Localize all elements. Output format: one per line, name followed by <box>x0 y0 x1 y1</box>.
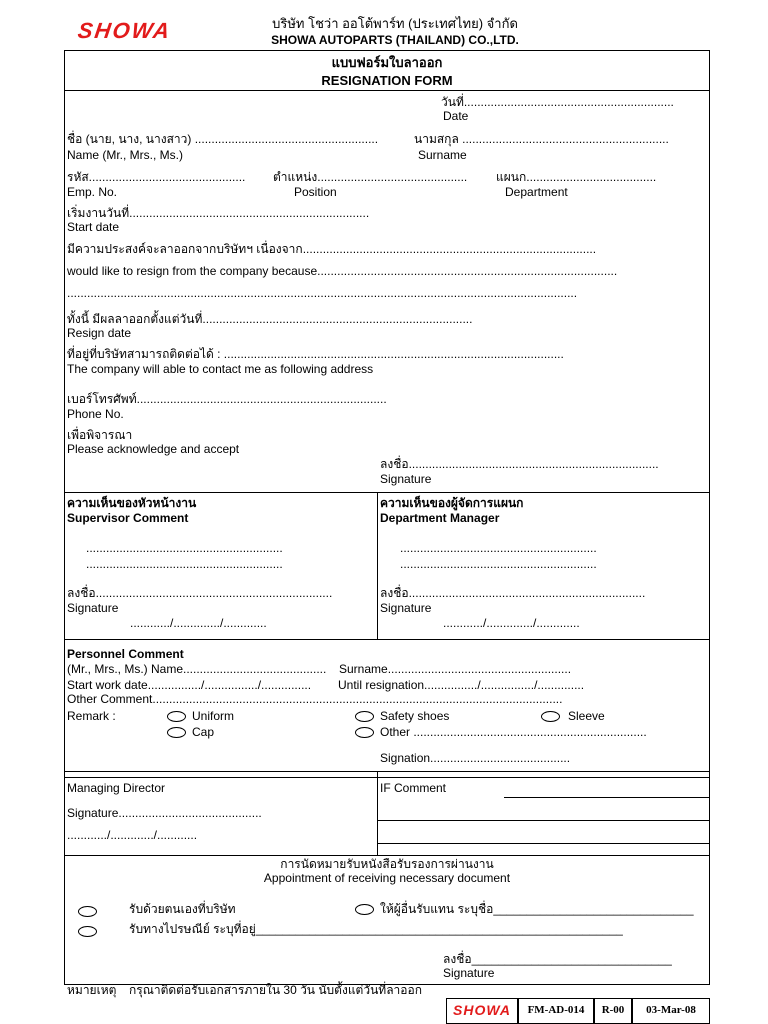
date-label: Date <box>443 109 469 123</box>
supervisor-title-en: Supervisor Comment <box>67 511 189 525</box>
appointment-title-en: Appointment of receiving necessary document <box>263 871 511 885</box>
company-name-en: SHOWA AUTOPARTS (THAILAND) CO.,LTD. <box>271 33 519 47</box>
surname-label: Surname <box>418 148 467 162</box>
note-text: กรุณาติดต่อรับเอกสารภายใน 30 วัน นับตั้งแต่วันที่ลาออก <box>129 983 422 997</box>
manager-comment-line2[interactable]: ........................................................... <box>400 557 597 571</box>
start-date-label: Start date <box>67 220 120 234</box>
footer-logo-box <box>446 998 518 1024</box>
manager-title-en: Department Manager <box>380 511 500 525</box>
divider <box>64 777 710 778</box>
until-resignation-field[interactable]: Until resignation................/................/.............. <box>338 678 585 692</box>
other-comment-field[interactable]: Other Comment........................................................................................................................... <box>67 692 563 706</box>
cap-label: Cap <box>192 725 215 739</box>
revision: R-00 <box>594 998 632 1024</box>
emp-no-label: Emp. No. <box>67 185 118 199</box>
consider-en: Please acknowledge and accept <box>67 442 240 456</box>
divider <box>64 90 710 91</box>
start-work-date-field[interactable]: Start work date................/................/............... <box>67 678 312 692</box>
sleeve-label: Sleeve <box>568 709 605 723</box>
if-comment-label: IF Comment <box>380 781 447 795</box>
if-comment-line[interactable] <box>378 843 710 844</box>
department-field[interactable]: แผนก....................................... <box>496 170 657 184</box>
appointment-title-thai: การนัดหมายรับหนังสือรับรองการผ่านงาน <box>280 857 494 871</box>
other-radio[interactable] <box>355 727 374 738</box>
divider <box>64 492 710 493</box>
resign-date-label: Resign date <box>67 326 132 340</box>
manager-title-thai: ความเห็นของผู้จัดการแผนก <box>380 496 524 510</box>
reason-field-thai[interactable]: มีความประสงค์จะลาออกจากบริษัทฯ เนื่องจาก........................................................................................ <box>67 242 597 256</box>
personnel-signation-field[interactable]: Signation.......................................... <box>380 751 571 765</box>
divider <box>377 492 378 639</box>
divider <box>64 639 710 640</box>
post-address-field[interactable]: รับทางไปรษณีย์ ระบุที่อยู่_______________________________________________________ <box>129 922 623 936</box>
company-name-thai: บริษัท โชว่า ออโต้พาร์ท (ประเทศไทย) จำกัด <box>272 16 518 31</box>
employee-signature-label: Signature <box>380 472 432 486</box>
self-pickup-label: รับด้วยตนเองที่บริษัท <box>129 902 236 916</box>
phone-label: Phone No. <box>67 407 124 421</box>
personnel-name-field[interactable]: (Mr., Mrs., Ms.) Name........................................... <box>67 662 327 676</box>
manager-signature-field[interactable]: ลงชื่อ....................................................................... <box>380 586 646 600</box>
consider-thai: เพื่อพิจารณา <box>67 428 133 442</box>
doc-date: 03-Mar-08 <box>632 998 710 1024</box>
address-label: The company will able to contact me as following address <box>67 362 374 376</box>
self-pickup-radio[interactable] <box>78 906 97 917</box>
resign-date-field[interactable]: ทั้งนี้ มีผลลาออกตั้งแต่วันที่................................................................................. <box>67 312 473 326</box>
personnel-title: Personnel Comment <box>67 647 184 661</box>
doc-code: FM-AD-014 <box>518 998 594 1024</box>
md-signature-field[interactable]: Signature........................................... <box>67 806 262 820</box>
position-field[interactable]: ตำแหน่ง............................................. <box>273 170 468 184</box>
proxy-radio[interactable] <box>355 904 374 915</box>
emp-code-field[interactable]: รหัส............................................... <box>67 170 246 184</box>
form-title-en: RESIGNATION FORM <box>321 73 453 88</box>
manager-comment-line1[interactable]: ........................................................... <box>400 541 597 555</box>
personnel-surname-field[interactable]: Surname....................................................... <box>339 662 572 676</box>
date-field-thai[interactable]: วันที่............................................................... <box>441 95 674 109</box>
md-label: Managing Director <box>67 781 166 795</box>
safety-shoes-label: Safety shoes <box>380 709 450 723</box>
supervisor-date-field[interactable]: ............/............../............. <box>130 616 267 630</box>
proxy-field[interactable]: ให้ผู้อื่นรับแทน ระบุชื่อ______________________________ <box>380 902 694 916</box>
sleeve-radio[interactable] <box>541 711 560 722</box>
uniform-label: Uniform <box>192 709 235 723</box>
name-label: Name (Mr., Mrs., Ms.) <box>67 148 183 162</box>
supervisor-title-thai: ความเห็นของหัวหน้างาน <box>67 496 197 510</box>
address-field[interactable]: ที่อยู่ที่บริษัทสามารถติดต่อได้ : ...................................................................................................... <box>67 347 564 361</box>
md-date-field[interactable]: ............/............./............ <box>67 828 198 842</box>
surname-field-thai[interactable]: นามสกุล .............................................................. <box>414 132 669 146</box>
supervisor-comment-line2[interactable]: ........................................................... <box>86 557 283 571</box>
safety-shoes-radio[interactable] <box>355 711 374 722</box>
other-field[interactable]: Other ...................................................................... <box>380 725 647 739</box>
cap-radio[interactable] <box>167 727 186 738</box>
manager-date-field[interactable]: ............/............../............. <box>443 616 580 630</box>
position-label: Position <box>294 185 337 199</box>
supervisor-signature-label: Signature <box>67 601 119 615</box>
post-radio[interactable] <box>78 926 97 937</box>
reason-field-en[interactable]: would like to resign from the company because.......................................................................................... <box>67 264 618 278</box>
reason-field-line3[interactable]: ......................................................................................................................................................... <box>67 286 578 300</box>
phone-field[interactable]: เบอร์โทรศัพท์........................................................................... <box>67 392 387 406</box>
if-comment-line[interactable] <box>504 797 710 798</box>
remark-label: Remark : <box>67 709 116 723</box>
note-label: หมายเหตุ <box>67 983 117 997</box>
appointment-signature-label: Signature <box>443 966 495 980</box>
supervisor-comment-line1[interactable]: ........................................................... <box>86 541 283 555</box>
if-comment-line[interactable] <box>378 820 710 821</box>
divider <box>64 855 710 856</box>
supervisor-signature-field[interactable]: ลงชื่อ....................................................................... <box>67 586 333 600</box>
department-label: Department <box>505 185 568 199</box>
name-field-thai[interactable]: ชื่อ (นาย, นาง, นางสาว) ....................................................... <box>67 132 379 146</box>
divider <box>64 771 710 772</box>
showa-logo: SHOWA <box>76 18 173 43</box>
uniform-radio[interactable] <box>167 711 186 722</box>
appointment-signature-field[interactable]: ลงชื่อ______________________________ <box>443 952 672 966</box>
form-title-thai: แบบฟอร์มใบลาออก <box>331 55 443 70</box>
employee-signature-field[interactable]: ลงชื่อ........................................................................... <box>380 457 659 471</box>
manager-signature-label: Signature <box>380 601 432 615</box>
start-date-field[interactable]: เริ่มงานวันที่........................................................................ <box>67 206 370 220</box>
showa-logo-small: SHOWA <box>453 1002 511 1018</box>
